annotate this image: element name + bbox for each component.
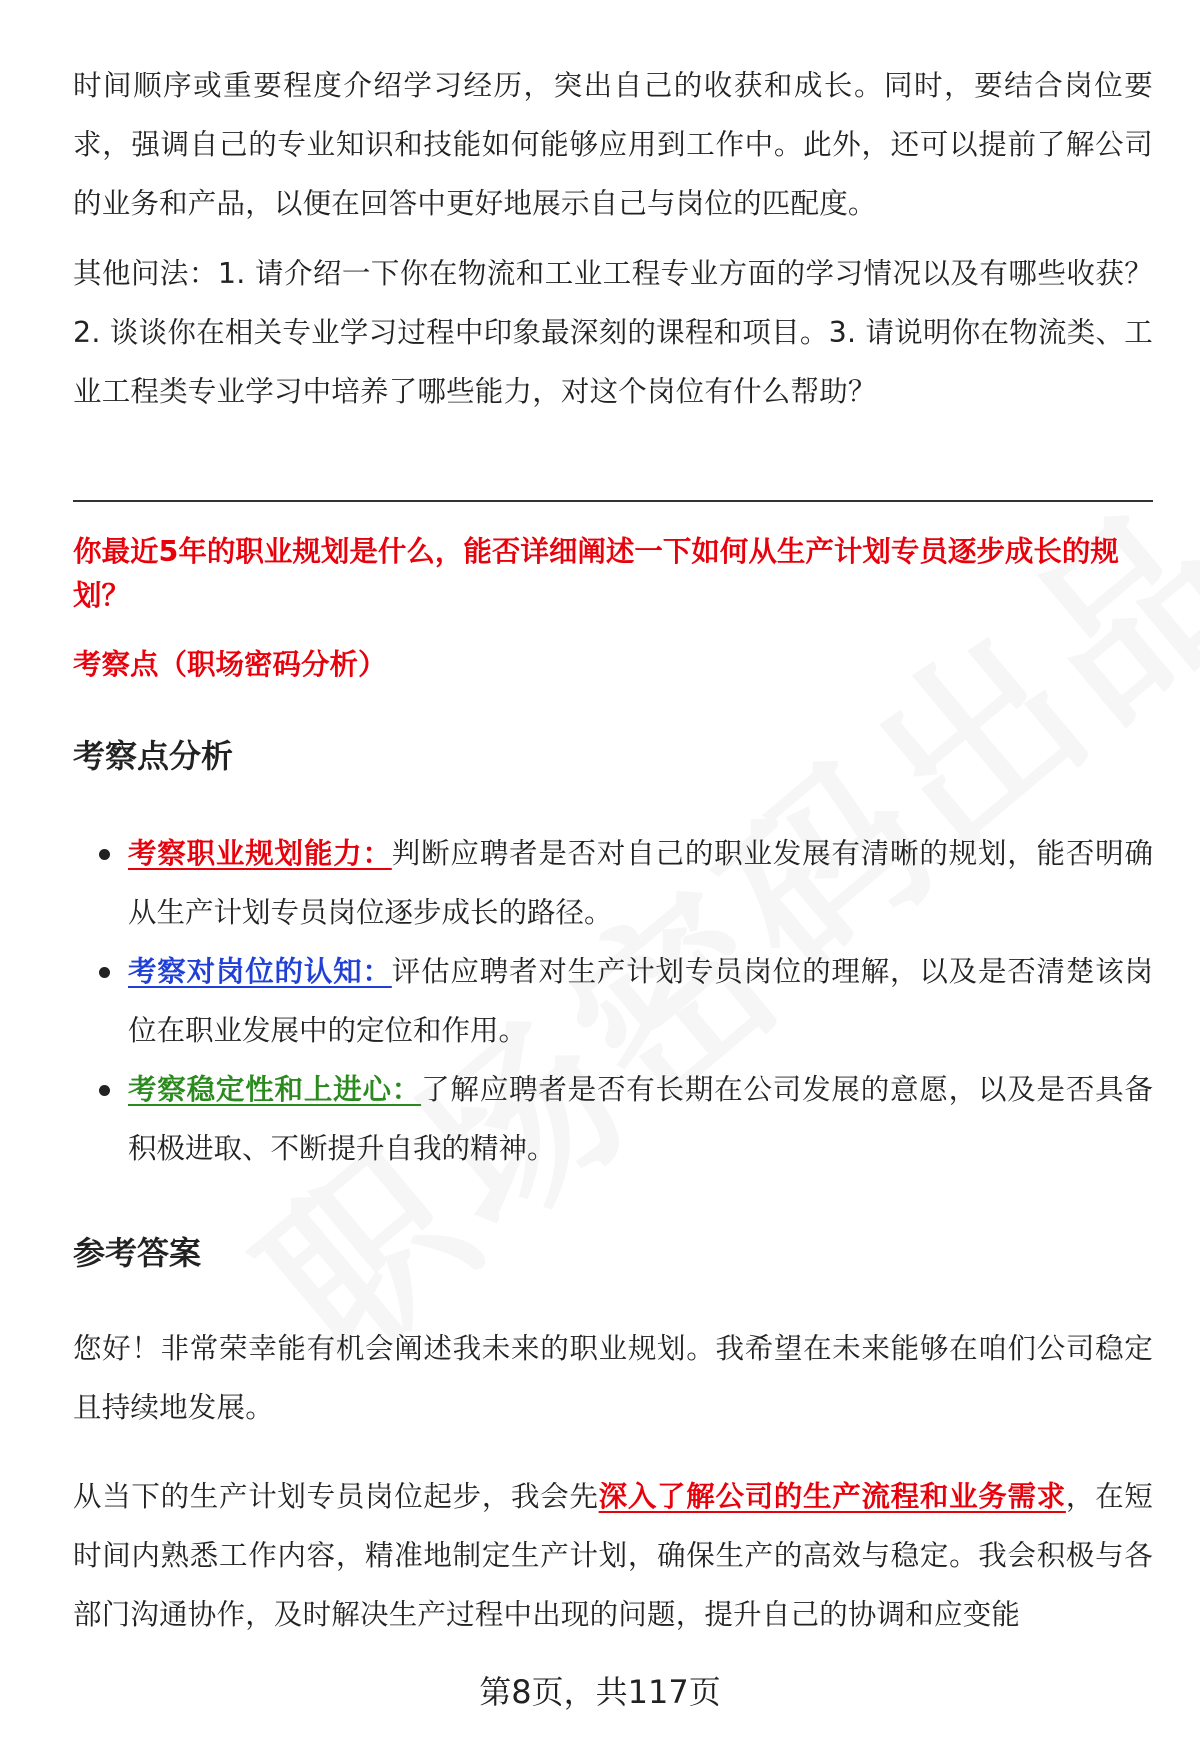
section-divider: [73, 500, 1153, 502]
analysis-item-text: 判断应聘者是否对自己的职业发展有清晰的规划，能否明确从生产计划专员岗位逐步成长的路径。: [128, 837, 1153, 929]
answer-paragraph-2: [73, 1467, 1153, 1644]
analysis-item-text: 评估应聘者对生产计划专员岗位的理解，以及是否清楚该岗位在职业发展中的定位和作用。: [128, 955, 1153, 1047]
analysis-item-label: 考察对岗位的认知：: [128, 955, 392, 988]
analysis-item-label: 考察职业规划能力：: [128, 837, 392, 870]
analysis-heading: 考察点分析: [73, 737, 234, 775]
bullet-dot-icon: [99, 849, 110, 860]
kaochadian-label: 考察点（职场密码分析）: [73, 648, 387, 681]
bullet-dot-icon: [99, 967, 110, 978]
question-title: 你最近5年的职业规划是什么，能否详细阐述一下如何从生产计划专员逐步成长的规划？: [73, 535, 1119, 612]
answer-p2-text-rest: ，在短时间内熟悉工作内容，精准地制定生产计划，确保生产的高效与稳定。我会积极与各部门沟通协作，及时解决生产过程中出现的问题，提升自己的协调和应变能: [73, 1480, 1153, 1631]
intro-paragraph-1: 时间顺序或重要程度介绍学习经历，突出自己的收获和成长。同时，要结合岗位要求，强调自己的专业知识和技能如何能够应用到工作中。此外，还可以提前了解公司的业务和产品，以便在回答中更好地展示自己与岗位的匹配度。: [73, 69, 1153, 220]
analysis-list: [73, 824, 1153, 1178]
answer-p2-text: 从当下的生产计划专员岗位起步，我会先: [73, 1480, 599, 1513]
analysis-item: [73, 824, 1153, 942]
page-number: 第8页，共117页: [479, 1673, 721, 1711]
answer-paragraph-1: 您好！非常荣幸能有机会阐述我未来的职业规划。我希望在未来能够在咱们公司稳定且持续地发展。: [73, 1332, 1153, 1424]
analysis-item-text: 了解应聘者是否有长期在公司发展的意愿，以及是否具备积极进取、不断提升自我的精神。: [128, 1073, 1153, 1165]
bullet-dot-icon: [99, 1085, 110, 1096]
analysis-item: [73, 1060, 1153, 1178]
analysis-item-label: 考察稳定性和上进心：: [128, 1073, 422, 1106]
intro-paragraph-2: 其他问法：1. 请介绍一下你在物流和工业工程专业方面的学习情况以及有哪些收获？2. 谈谈你在相关专业学习过程中印象最深刻的课程和项目。3. 请说明你在物流类、工业工程类专业学习中培养了哪些能力，对这个岗位有什么帮助？: [73, 257, 1153, 408]
answer-heading: 参考答案: [73, 1234, 202, 1272]
answer-p2-emphasis: 深入了解公司的生产流程和业务需求: [598, 1480, 1066, 1513]
analysis-item: [73, 942, 1153, 1060]
